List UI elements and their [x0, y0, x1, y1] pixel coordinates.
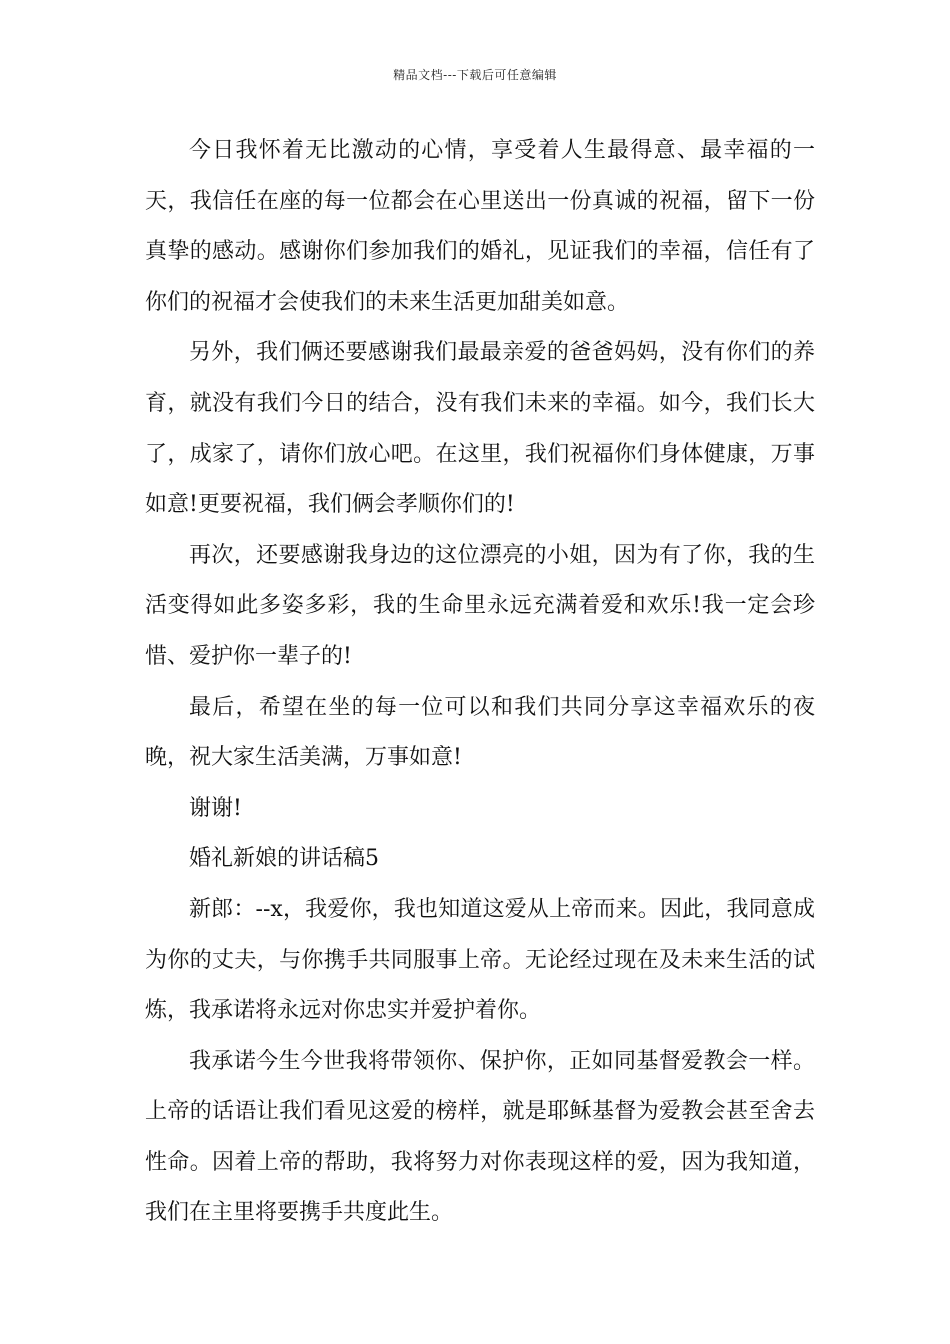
document-body: [145, 126, 815, 1239]
page-header: 精品文档---下载后可任意编辑: [393, 68, 557, 82]
paragraph-opening: 今日我怀着无比激动的心情，享受着人生最得意、最幸福的一天，我信任在座的每一位都会在心里送出一份真诚的祝福，留下一份真挚的感动。感谢你们参加我们的婚礼，见证我们的幸福，信任有了你们的祝福才会使我们的未来生活更加甜美如意。: [145, 138, 815, 315]
section-heading: 婚礼新娘的讲话稿5: [189, 846, 379, 872]
paragraph-thanks-partner: 再次，还要感谢我身边的这位漂亮的小姐，因为有了你，我的生活变得如此多姿多彩，我的生命里永远充满着爱和欢乐!我一定会珍惜、爱护你一辈子的!: [145, 542, 815, 669]
paragraph-thanks-parents: 另外，我们俩还要感谢我们最最亲爱的爸爸妈妈，没有你们的养育，就没有我们今日的结合，没有我们未来的幸福。如今，我们长大了，成家了，请你们放心吧。在这里，我们祝福你们身体健康，万事如意!更要祝福，我们俩会孝顺你们的!: [145, 340, 815, 518]
paragraph-closing-wish: 最后，希望在坐的每一位可以和我们共同分享这幸福欢乐的夜晚，祝大家生活美满，万事如意!: [145, 694, 815, 771]
paragraph-thank-you: 谢谢!: [189, 795, 242, 821]
paragraph-promise: 我承诺今生今世我将带领你、保护你，正如同基督爱教会一样。上帝的话语让我们看见这爱的榜样，就是耶稣基督为爱教会甚至舍去性命。因着上帝的帮助，我将努力对你表现这样的爱，因为我知道，我们在主里将要携手共度此生。: [145, 1048, 815, 1226]
paragraph-groom-vow: 新郎：--x，我爱你，我也知道这爱从上帝而来。因此，我同意成为你的丈夫，与你携手共同服事上帝。无论经过现在及未来生活的试炼，我承诺将永远对你忠实并爱护着你。: [145, 896, 815, 1024]
